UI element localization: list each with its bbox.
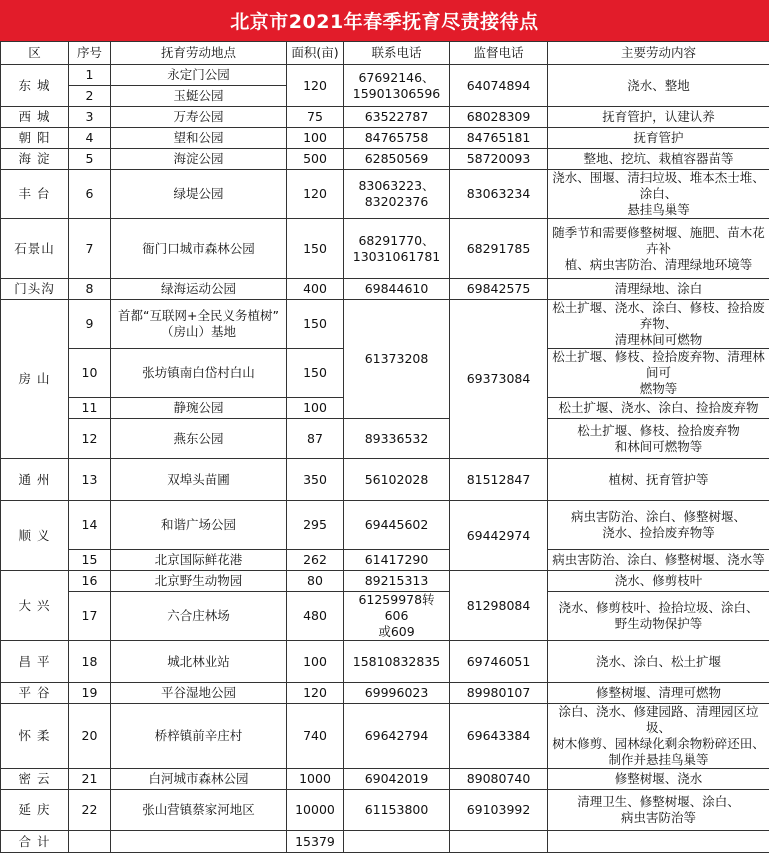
contact-cell: 69642794 — [344, 704, 450, 769]
contact-cell: 61153800 — [344, 790, 450, 831]
no-cell: 18 — [69, 641, 111, 683]
area-cell: 10000 — [287, 790, 344, 831]
site-cell: 首都“互联网+全民义务植树” （房山）基地 — [111, 300, 287, 349]
table-row — [1, 107, 769, 128]
site-cell: 张坊镇南白岱村白山 — [111, 349, 287, 398]
site-cell: 平谷湿地公园 — [111, 683, 287, 704]
area-cell: 150 — [287, 300, 344, 349]
no-cell: 12 — [69, 419, 111, 459]
no-cell: 10 — [69, 349, 111, 398]
header-district: 区 — [1, 42, 69, 65]
work-cell: 清理卫生、修整树堰、涂白、 病虫害防治等 — [548, 790, 769, 831]
work-cell: 病虫害防治、涂白、修整树堰、 浇水、捡拾废弃物等 — [548, 501, 769, 550]
empty-cell — [450, 831, 548, 853]
table-row — [1, 704, 769, 769]
header-row — [1, 42, 769, 65]
table-row — [1, 683, 769, 704]
supervise-cell: 69103992 — [450, 790, 548, 831]
table-row — [1, 571, 769, 592]
work-cell: 浇水、修剪枝叶 — [548, 571, 769, 592]
no-cell: 8 — [69, 279, 111, 300]
area-cell: 740 — [287, 704, 344, 769]
table-row — [1, 790, 769, 831]
page-title: 北京市2021年春季抚育尽责接待点 — [0, 0, 769, 41]
site-cell: 张山营镇蔡家河地区 — [111, 790, 287, 831]
contact-cell: 69042019 — [344, 769, 450, 790]
area-cell: 480 — [287, 592, 344, 641]
total-label: 合 计 — [1, 831, 69, 853]
work-cell: 浇水、修剪枝叶、捡拾垃圾、涂白、 野生动物保护等 — [548, 592, 769, 641]
work-cell: 抚育管护 — [548, 128, 769, 149]
no-cell: 14 — [69, 501, 111, 550]
area-cell: 100 — [287, 641, 344, 683]
supervise-cell: 58720093 — [450, 149, 548, 170]
district-cell: 门头沟 — [1, 279, 69, 300]
area-cell: 120 — [287, 65, 344, 107]
no-cell: 7 — [69, 219, 111, 279]
contact-cell: 61417290 — [344, 550, 450, 571]
no-cell: 20 — [69, 704, 111, 769]
table-row — [1, 279, 769, 300]
district-cell: 平 谷 — [1, 683, 69, 704]
work-cell: 植树、抚育管护等 — [548, 459, 769, 501]
district-cell: 海 淀 — [1, 149, 69, 170]
table-row — [1, 300, 769, 349]
no-cell: 2 — [69, 86, 111, 107]
work-cell: 清理绿地、涂白 — [548, 279, 769, 300]
contact-cell: 84765758 — [344, 128, 450, 149]
table-row — [1, 592, 769, 641]
site-cell: 绿海运动公园 — [111, 279, 287, 300]
supervise-cell: 69746051 — [450, 641, 548, 683]
area-cell: 75 — [287, 107, 344, 128]
area-cell: 500 — [287, 149, 344, 170]
area-cell: 150 — [287, 349, 344, 398]
table-row — [1, 459, 769, 501]
area-cell: 350 — [287, 459, 344, 501]
work-cell: 修整树堰、清理可燃物 — [548, 683, 769, 704]
supervise-cell: 83063234 — [450, 170, 548, 219]
supervise-cell: 69373084 — [450, 300, 548, 459]
area-cell: 400 — [287, 279, 344, 300]
site-cell: 北京野生动物园 — [111, 571, 287, 592]
district-cell: 东 城 — [1, 65, 69, 107]
work-cell: 松土扩堰、浇水、涂白、修枝、捡拾废弃物、 清理林间可燃物 — [548, 300, 769, 349]
district-cell: 朝 阳 — [1, 128, 69, 149]
contact-cell: 89336532 — [344, 419, 450, 459]
district-cell: 大 兴 — [1, 571, 69, 641]
site-cell: 永定门公园 — [111, 65, 287, 86]
area-cell: 100 — [287, 398, 344, 419]
contact-cell: 69996023 — [344, 683, 450, 704]
header-work: 主要劳动内容 — [548, 42, 769, 65]
empty-cell — [111, 831, 287, 853]
area-cell: 295 — [287, 501, 344, 550]
district-cell: 怀 柔 — [1, 704, 69, 769]
supervise-cell: 89980107 — [450, 683, 548, 704]
header-no: 序号 — [69, 42, 111, 65]
contact-cell: 67692146、 15901306596 — [344, 65, 450, 107]
no-cell: 11 — [69, 398, 111, 419]
empty-cell — [344, 831, 450, 853]
empty-cell — [69, 831, 111, 853]
no-cell: 5 — [69, 149, 111, 170]
district-cell: 房 山 — [1, 300, 69, 459]
district-cell: 昌 平 — [1, 641, 69, 683]
area-cell: 1000 — [287, 769, 344, 790]
work-cell: 松土扩堰、浇水、涂白、捡拾废弃物 — [548, 398, 769, 419]
reception-points-table — [0, 41, 769, 853]
site-cell: 桥梓镇前辛庄村 — [111, 704, 287, 769]
site-cell: 城北林业站 — [111, 641, 287, 683]
work-cell: 修整树堰、浇水 — [548, 769, 769, 790]
no-cell: 19 — [69, 683, 111, 704]
no-cell: 3 — [69, 107, 111, 128]
header-area: 面积(亩) — [287, 42, 344, 65]
site-cell: 六合庄林场 — [111, 592, 287, 641]
site-cell: 白河城市森林公园 — [111, 769, 287, 790]
site-cell: 北京国际鲜花港 — [111, 550, 287, 571]
supervise-cell: 68291785 — [450, 219, 548, 279]
table-row — [1, 65, 769, 86]
table-row — [1, 419, 769, 459]
contact-cell: 63522787 — [344, 107, 450, 128]
contact-cell: 15810832835 — [344, 641, 450, 683]
site-cell: 和谐广场公园 — [111, 501, 287, 550]
no-cell: 21 — [69, 769, 111, 790]
contact-cell: 83063223、 83202376 — [344, 170, 450, 219]
table-row — [1, 550, 769, 571]
contact-cell: 61373208 — [344, 300, 450, 419]
no-cell: 4 — [69, 128, 111, 149]
district-cell: 通 州 — [1, 459, 69, 501]
district-cell: 顺 义 — [1, 501, 69, 571]
site-cell: 双埠头苗圃 — [111, 459, 287, 501]
contact-cell: 69844610 — [344, 279, 450, 300]
supervise-cell: 81512847 — [450, 459, 548, 501]
work-cell: 病虫害防治、涂白、修整树堰、浇水等 — [548, 550, 769, 571]
table-row — [1, 501, 769, 550]
supervise-cell: 69442974 — [450, 501, 548, 571]
supervise-cell: 64074894 — [450, 65, 548, 107]
district-cell: 密 云 — [1, 769, 69, 790]
no-cell: 15 — [69, 550, 111, 571]
area-cell: 150 — [287, 219, 344, 279]
contact-cell: 69445602 — [344, 501, 450, 550]
supervise-cell: 69842575 — [450, 279, 548, 300]
contact-cell: 68291770、 13031061781 — [344, 219, 450, 279]
site-cell: 万寿公园 — [111, 107, 287, 128]
table-row — [1, 170, 769, 219]
work-cell: 涂白、浇水、修建园路、清理园区垃圾、 树木修剪、园林绿化剩余物粉碎还田、 制作并悬挂鸟巢等 — [548, 704, 769, 769]
no-cell: 16 — [69, 571, 111, 592]
no-cell: 17 — [69, 592, 111, 641]
site-cell: 望和公园 — [111, 128, 287, 149]
header-contact: 联系电话 — [344, 42, 450, 65]
district-cell: 丰 台 — [1, 170, 69, 219]
site-cell: 衙门口城市森林公园 — [111, 219, 287, 279]
site-cell: 玉蜓公园 — [111, 86, 287, 107]
total-row — [1, 831, 769, 853]
district-cell: 石景山 — [1, 219, 69, 279]
area-cell: 80 — [287, 571, 344, 592]
supervise-cell: 84765181 — [450, 128, 548, 149]
no-cell: 13 — [69, 459, 111, 501]
work-cell: 浇水、涂白、松土扩堰 — [548, 641, 769, 683]
work-cell: 随季节和需要修整树堰、施肥、苗木花卉补 植、病虫害防治、清理绿地环境等 — [548, 219, 769, 279]
header-supervise: 监督电话 — [450, 42, 548, 65]
work-cell: 浇水、围堰、清扫垃圾、堆本杰士堆、涂白、 悬挂鸟巢等 — [548, 170, 769, 219]
table-row — [1, 769, 769, 790]
work-cell: 抚育管护，认建认养 — [548, 107, 769, 128]
site-cell: 燕东公园 — [111, 419, 287, 459]
no-cell: 1 — [69, 65, 111, 86]
table-row — [1, 641, 769, 683]
area-cell: 120 — [287, 683, 344, 704]
no-cell: 6 — [69, 170, 111, 219]
contact-cell: 62850569 — [344, 149, 450, 170]
supervise-cell: 89080740 — [450, 769, 548, 790]
contact-cell: 89215313 — [344, 571, 450, 592]
area-cell: 262 — [287, 550, 344, 571]
work-cell: 松土扩堰、修枝、捡拾废弃物 和林间可燃物等 — [548, 419, 769, 459]
table-row — [1, 219, 769, 279]
district-cell: 西 城 — [1, 107, 69, 128]
supervise-cell: 69643384 — [450, 704, 548, 769]
area-cell: 87 — [287, 419, 344, 459]
contact-cell: 61259978转606 或609 — [344, 592, 450, 641]
supervise-cell: 81298084 — [450, 571, 548, 641]
no-cell: 9 — [69, 300, 111, 349]
total-area: 15379 — [287, 831, 344, 853]
district-cell: 延 庆 — [1, 790, 69, 831]
site-cell: 绿堤公园 — [111, 170, 287, 219]
work-cell: 浇水、整地 — [548, 65, 769, 107]
empty-cell — [548, 831, 769, 853]
site-cell: 海淀公园 — [111, 149, 287, 170]
no-cell: 22 — [69, 790, 111, 831]
work-cell: 松土扩堰、修枝、捡拾废弃物、清理林间可 燃物等 — [548, 349, 769, 398]
header-site: 抚育劳动地点 — [111, 42, 287, 65]
table-row — [1, 149, 769, 170]
area-cell: 120 — [287, 170, 344, 219]
area-cell: 100 — [287, 128, 344, 149]
table-row — [1, 128, 769, 149]
site-cell: 静琬公园 — [111, 398, 287, 419]
work-cell: 整地、挖坑、栽植容器苗等 — [548, 149, 769, 170]
contact-cell: 56102028 — [344, 459, 450, 501]
supervise-cell: 68028309 — [450, 107, 548, 128]
